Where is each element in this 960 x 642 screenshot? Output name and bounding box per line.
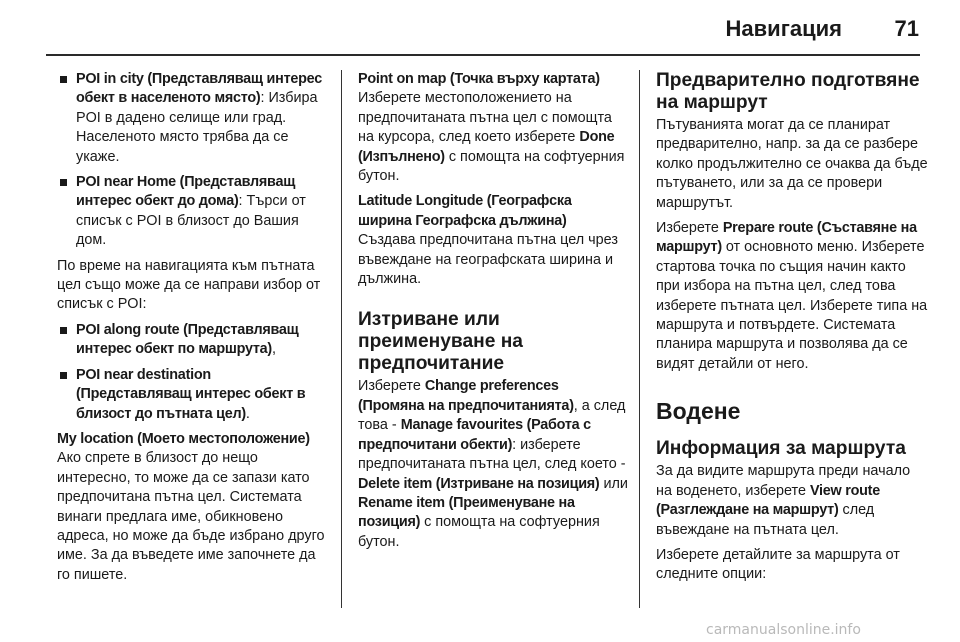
term-change-preferences: Change preferences (Промяна на предпочитанията) <box>358 378 574 414</box>
paragraph-view-route <box>656 462 930 540</box>
paragraph-route-planning: Пътуванията могат да се планират предварително, напр. за да се разбере колко продължително се очаква да бъде пътуването, или за да се провери маршрутът. <box>656 117 928 211</box>
text-or: или <box>599 475 628 492</box>
desc-point-on-map-2: с помощта на софтуерния бутон. <box>358 148 625 185</box>
term-my-location: My location (Моето местоположение) <box>57 430 310 447</box>
desc-point-on-map-1: Изберете местоположението на предпочитаната пътна цел с помощта на курсора, след което изберете <box>358 90 612 146</box>
paragraph-latitude-longitude <box>358 192 628 289</box>
paragraph-prepare-route <box>656 219 930 374</box>
text-select-favourite: : изберете предпочитаната пътна цел, след което - <box>358 436 626 473</box>
term-poi-near-home: POI near Home (Представляващ интерес обект до дома) <box>76 174 296 210</box>
text-select-prepare: Изберете <box>656 220 723 237</box>
term-prepare-route: Prepare route (Съставяне на маршрут) <box>656 220 917 256</box>
column-left <box>57 70 327 591</box>
term-latitude-longitude: Latitude Longitude (Географска ширина Географска дължина) <box>358 193 572 229</box>
heading-delete-rename: Изтриване или преименуване на предпочитание <box>358 309 523 375</box>
header-divider <box>46 54 920 56</box>
page-header <box>0 0 960 56</box>
text-view-route-2: след въвеждане на пътната цел. <box>656 502 875 538</box>
term-delete-item: Delete item (Изтриване на позиция) <box>358 475 600 492</box>
term-poi-near-destination: POI near destination (Представляващ интерес обект в близост до пътната цел) <box>76 366 306 422</box>
term-done: Done (Изпълнено) <box>358 129 615 165</box>
desc-latitude-longitude: Създава предпочитана пътна цел чрез въвеждане на географската ширина и дължина. <box>358 232 618 288</box>
text-then: , а след това - <box>358 397 626 434</box>
heading-prepare-route: Предварително подготвяне на маршрут <box>656 70 920 113</box>
term-poi-in-city: POI in city (Представляващ интерес обект в населеното място) <box>76 71 322 107</box>
term-poi-along-route: POI along route (Представляващ интерес обект по маршрута) <box>76 321 299 358</box>
paragraph-my-location <box>57 430 327 585</box>
text-softkey: с помощта на софтуерния бутон. <box>358 514 600 550</box>
section-heading-guidance: Водене <box>656 398 741 425</box>
column-divider-1 <box>341 70 342 608</box>
paragraph-route-options: Изберете детайлите за маршрута от следните опции: <box>656 546 900 583</box>
term-rename-item: Rename item (Преименуване на позиция) <box>358 494 575 531</box>
text-select: Изберете <box>358 378 425 395</box>
bullet-poi-along-route <box>57 321 327 360</box>
desc-prepare-route: от основното меню. Изберете стартова точка по същия начин както при избора на пътна цел, след това изберете пътната цел. Изберете типа на маршрута и потвърдете. Системата планира маршрута и позволява да се видят детайли от него. <box>656 239 928 372</box>
term-point-on-map: Point on map (Точка върху картата) <box>358 71 600 87</box>
heading-route-info: Информация за маршрута <box>656 438 906 460</box>
desc-poi-near-home: : Търси от списък с POI в близост до Вашия дом. <box>76 193 306 249</box>
term-manage-favourites: Manage favourites (Работа с предпочитани обекти) <box>358 417 591 453</box>
desc-my-location: Ако спрете в близост до нещо интересно, то може да се запази като предпочитана пътна цел. Системата винаги предлага име, обикновено адреса, но може да бъде избрано друго име. За да въведете име започнете да го пишете. <box>57 450 325 583</box>
column-right <box>656 70 930 591</box>
bullet-poi-near-home <box>57 173 327 251</box>
bullet-poi-in-city <box>57 70 327 167</box>
watermark: carmanualsonline.info <box>706 622 861 638</box>
column-divider-2 <box>639 70 640 608</box>
page-number: 71 <box>894 16 919 41</box>
term-view-route: View route (Разглеждане на маршрут) <box>656 482 880 519</box>
desc-poi-near-destination: . <box>245 405 250 422</box>
paragraph-delete-rename <box>358 377 628 552</box>
desc-poi-along-route: , <box>271 341 276 358</box>
page-title: Навигация <box>725 16 842 41</box>
column-middle <box>358 70 628 558</box>
desc-poi-in-city: : Избира POI в дадено селище или град. Населеното място трябва да се укаже. <box>76 90 318 165</box>
bullet-poi-near-destination <box>57 366 327 424</box>
text-view-route-1: За да видите маршрута преди начало на воденето, изберете <box>656 463 911 499</box>
paragraph-poi-during-navigation: По време на навигацията към пътната цел също може да се направи избор от списък с POI: <box>57 257 321 313</box>
paragraph-point-on-map <box>358 70 628 186</box>
